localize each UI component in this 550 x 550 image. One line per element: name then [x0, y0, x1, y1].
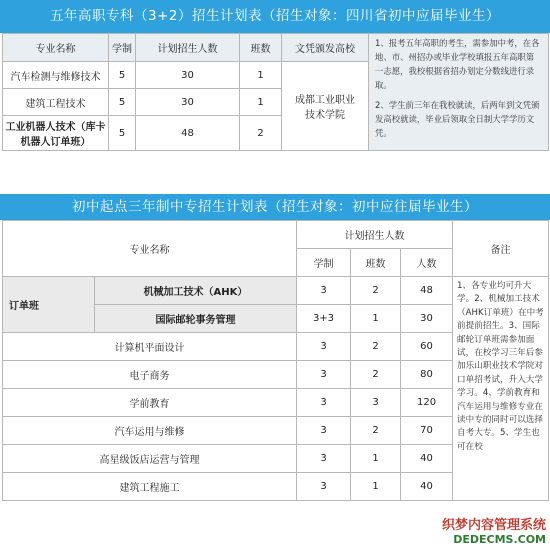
- years: 3: [297, 361, 351, 389]
- watermark-cn: 织梦内容管理系统: [441, 518, 546, 533]
- classes: 1: [240, 89, 282, 116]
- major-name: 学前教育: [3, 389, 297, 417]
- table1-notes: [369, 34, 549, 151]
- col-years: 学制: [297, 249, 351, 277]
- count: 40: [401, 445, 453, 473]
- years: 3: [297, 417, 351, 445]
- count: 60: [401, 333, 453, 361]
- table-row: [3, 277, 549, 305]
- count: 48: [136, 116, 240, 151]
- major-name: 汽车运用与维修: [3, 417, 297, 445]
- major-name: 高星级饭店运营与管理: [3, 445, 297, 473]
- years: 3: [297, 473, 351, 501]
- years: 3: [297, 333, 351, 361]
- major-name: 国际邮轮事务管理: [95, 305, 297, 333]
- table1-header-row: [3, 34, 549, 62]
- count: 30: [401, 305, 453, 333]
- classes: 1: [351, 473, 401, 501]
- years: 5: [109, 89, 136, 116]
- col-issuer: 文凭颁发高校: [282, 34, 369, 62]
- classes: 3: [351, 389, 401, 417]
- col-count: 人数: [401, 249, 453, 277]
- years: 3: [297, 277, 351, 305]
- vocational-plan-table: [2, 33, 549, 151]
- classes: 1: [240, 62, 282, 89]
- classes: 1: [351, 445, 401, 473]
- count: 30: [136, 62, 240, 89]
- classes: 2: [351, 417, 401, 445]
- count: 120: [401, 389, 453, 417]
- classes: 2: [351, 277, 401, 305]
- count: 30: [136, 89, 240, 116]
- count: 80: [401, 361, 453, 389]
- count: 70: [401, 417, 453, 445]
- table1-note-2: 2、学生前三年在我校就读，后两年到文凭颁发高校就读，毕业后领取全日制大学学历文凭。: [375, 100, 540, 138]
- table2-header-row: [3, 221, 549, 249]
- years: 3+3: [297, 305, 351, 333]
- classes: 2: [351, 333, 401, 361]
- classes: 2: [351, 361, 401, 389]
- major-name: 电子商务: [3, 361, 297, 389]
- col-major: 专业名称: [3, 34, 109, 62]
- col-note: 备注: [453, 221, 549, 277]
- col-plan: 计划招生人数: [297, 221, 453, 249]
- col-years: 学制: [109, 34, 136, 62]
- table1-note-1: 1、报考五年高职的考生，需参加中考，在各地、市、州招办或毕业学校填报五年高职第一志愿，我校根据省招办划定分数线进行录取。: [375, 38, 540, 90]
- major-name: 汽车检测与维修技术: [3, 62, 109, 89]
- classes: 1: [351, 305, 401, 333]
- years: 5: [109, 62, 136, 89]
- count: 40: [401, 473, 453, 501]
- table2-title: 初中起点三年制中专招生计划表（招生对象：初中应往届毕业生）: [0, 194, 550, 220]
- issuer-name: 成都工业职业技术学院: [282, 62, 369, 151]
- group-label: 订单班: [3, 277, 95, 333]
- major-name: 建筑工程施工: [3, 473, 297, 501]
- count: 48: [401, 277, 453, 305]
- major-name: 建筑工程技术: [3, 89, 109, 116]
- years: 3: [297, 389, 351, 417]
- table1-title: 五年高职专科（3+2）招生计划表（招生对象：四川省初中应届毕业生）: [0, 0, 550, 33]
- classes: 2: [240, 116, 282, 151]
- watermark: [442, 514, 546, 546]
- major-name: 机械加工技术（AHK）: [95, 277, 297, 305]
- watermark-url: DEDECMS.COM: [453, 533, 546, 546]
- years: 5: [109, 116, 136, 151]
- col-count: 计划招生人数: [136, 34, 240, 62]
- col-classes: 班数: [240, 34, 282, 62]
- col-classes: 班数: [351, 249, 401, 277]
- secondary-plan-table: [2, 220, 549, 501]
- col-major: 专业名称: [3, 221, 297, 277]
- years: 3: [297, 445, 351, 473]
- major-name: 计算机平面设计: [3, 333, 297, 361]
- major-name: 工业机器人技术（库卡机器人订单班）: [3, 116, 109, 151]
- table2-notes: 1、各专业均可升大学。2、机械加工技术（AHK订单班）在中考前提前招生。3、国际邮轮订单班需参加面试，在校学习三年后参加乐山职业技术学院对口单招考试，升入大学学习。4、学前教育和汽车运用与维修专业在读中专的同时可以选择自考大专。5、学生也可在校: [453, 277, 549, 501]
